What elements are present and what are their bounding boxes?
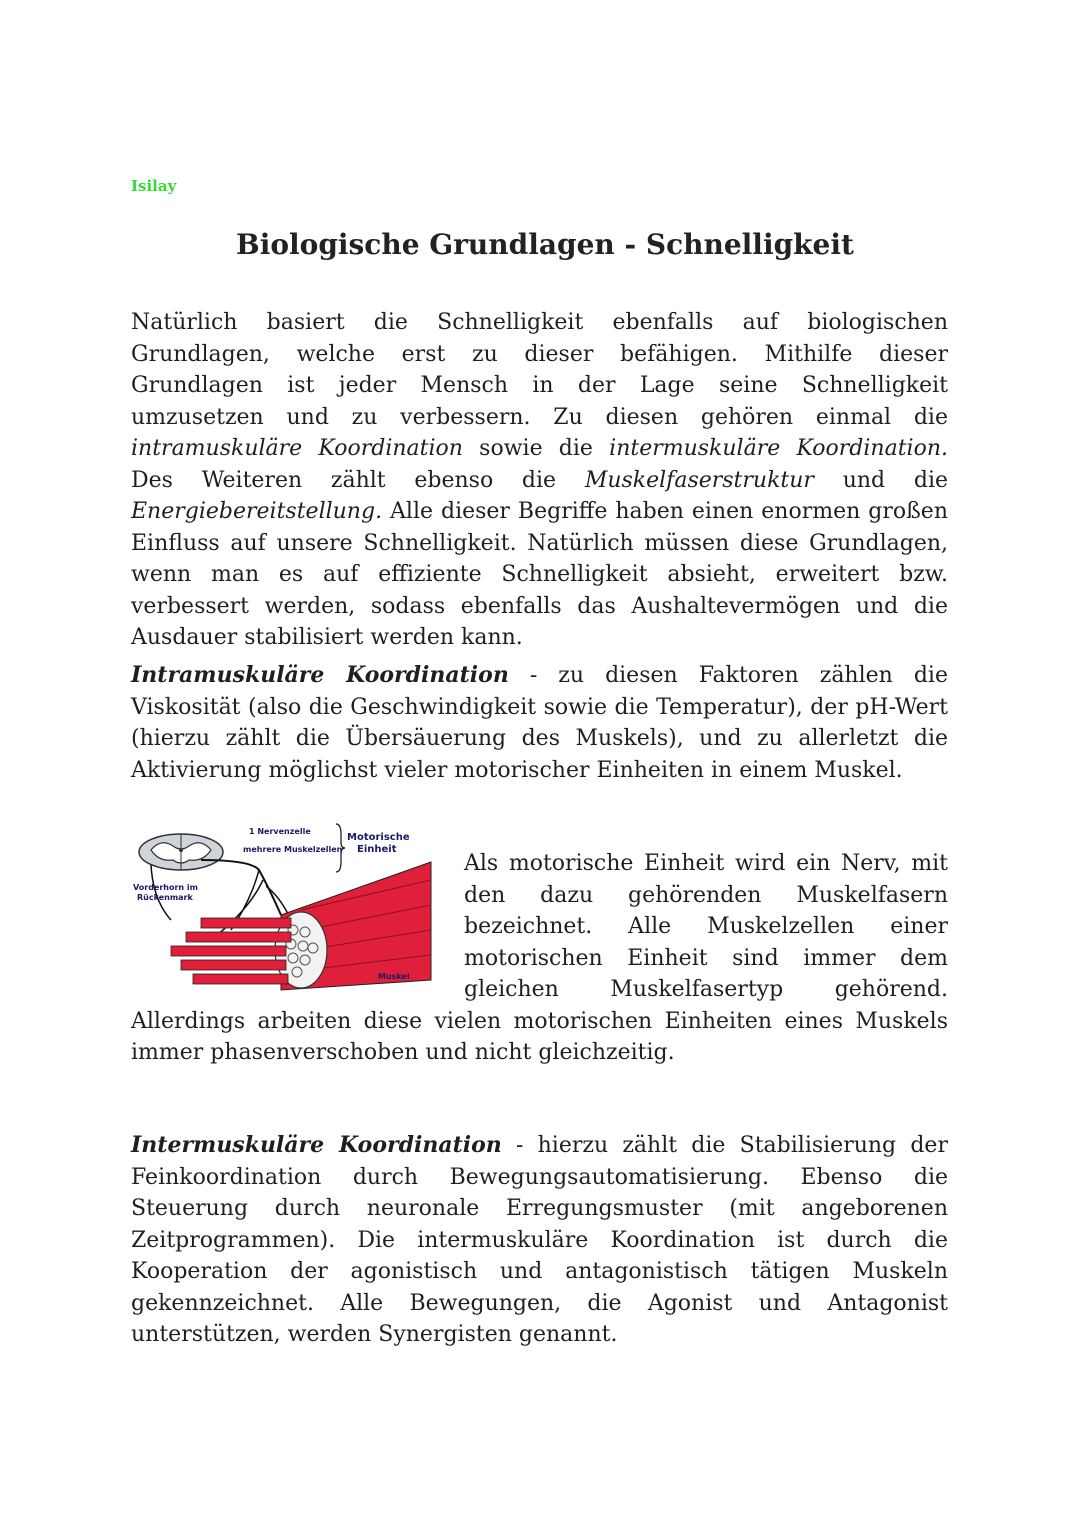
label-muscle-cells: mehrere Muskelzellen xyxy=(243,845,343,854)
intermuscular-text: - hierzu zählt die Stabilisierung der Feinkoordination durch Bewegungsautomatisierung. Ebenso die Steuerung durch neuronale Erregungsmuster (mit angeborenen Zeitprogrammen). Die intermuskuläre Koordination ist durch die Kooperation der agonistisch und antagonistisch tätigen Muskeln gekennzeichnet. Alle Bewegungen, die Agonist und Antagonist unterstützen, werden Synergisten genannt. xyxy=(131,1133,948,1347)
motor-unit-figure xyxy=(131,820,446,995)
term-intramuscular: intramuskuläre Koordination xyxy=(131,436,463,461)
label-muscle: Muskel xyxy=(378,972,410,981)
label-nerve-cell: 1 Nervenzelle xyxy=(249,827,311,836)
motor-unit-diagram xyxy=(131,820,446,995)
intermuscular-paragraph xyxy=(131,1130,948,1351)
term-energy: Energiebereitstellung. xyxy=(131,499,383,524)
muscle-fibers xyxy=(171,918,291,984)
intro-text-1: Natürlich basiert die Schnelligkeit ebenfalls auf biologischen Grundlagen, welche erst zu dieser befähigen. Mithilfe dieser Grundlagen ist jeder Mensch in der Lage seine Schnelligkeit umzusetzen und zu verbessern. Zu diesen gehören einmal die xyxy=(131,310,948,430)
page-title: Biologische Grundlagen - Schnelligkeit xyxy=(236,228,854,261)
muscle-icon xyxy=(275,862,431,990)
intro-paragraph xyxy=(131,307,948,654)
intro-text-3: Des Weiteren zählt ebenso die xyxy=(131,467,585,493)
intro-text-2: sowie die xyxy=(462,436,610,461)
author-name: Isilay xyxy=(131,177,177,195)
intermuscular-heading: Intermuskuläre Koordination xyxy=(131,1132,502,1158)
motor-unit-section xyxy=(131,827,948,1069)
spinal-cord-icon xyxy=(139,834,223,870)
label-motor-unit-1: Motorische xyxy=(347,832,410,843)
intro-text-4: und die xyxy=(813,467,948,493)
label-motor-unit-2: Einheit xyxy=(357,844,397,855)
intramuscular-text: - zu diesen Faktoren zählen die Viskosität (also die Geschwindigkeit sowie die Temperatur), der pH-Wert (hierzu zählt die Übersäuerung des Muskels), und zu allerletzt die Aktivierung möglichst vieler motorischer Einheiten in einem Muskel. xyxy=(131,663,948,783)
label-anterior-horn-1: Vorderhorn im xyxy=(133,883,198,892)
term-intermuscular: intermuskuläre Koordination. xyxy=(609,436,948,461)
term-fiber-structure: Muskelfaserstruktur xyxy=(584,467,814,493)
intro-text-5: Alle dieser Begriffe haben einen enormen großen Einfluss auf unsere Schnelligkeit. Natürlich müssen diese Grundlagen, wenn man es auf effiziente Schnelligkeit absieht, erweitert bzw. verbessert werden, sodass ebenfalls das Aushaltevermögen und die Ausdauer stabilisiert werden kann. xyxy=(131,499,948,650)
intramuscular-heading: Intramuskuläre Koordination xyxy=(131,662,509,688)
intramuscular-paragraph xyxy=(131,660,948,786)
label-anterior-horn-2: Rückenmark xyxy=(137,893,193,902)
motor-unit-text: Als motorische Einheit wird ein Nerv, mit den dazu gehörenden Muskelfasern bezeichnet. Alle Muskelzellen einer motorischen Einheit sind immer dem gleichen Muskelfasertyp gehörend. Allerdings arbeiten diese vielen motorischen Einheiten eines Muskels immer phasenverschoben und nicht gleichzeitig. xyxy=(131,851,948,1065)
